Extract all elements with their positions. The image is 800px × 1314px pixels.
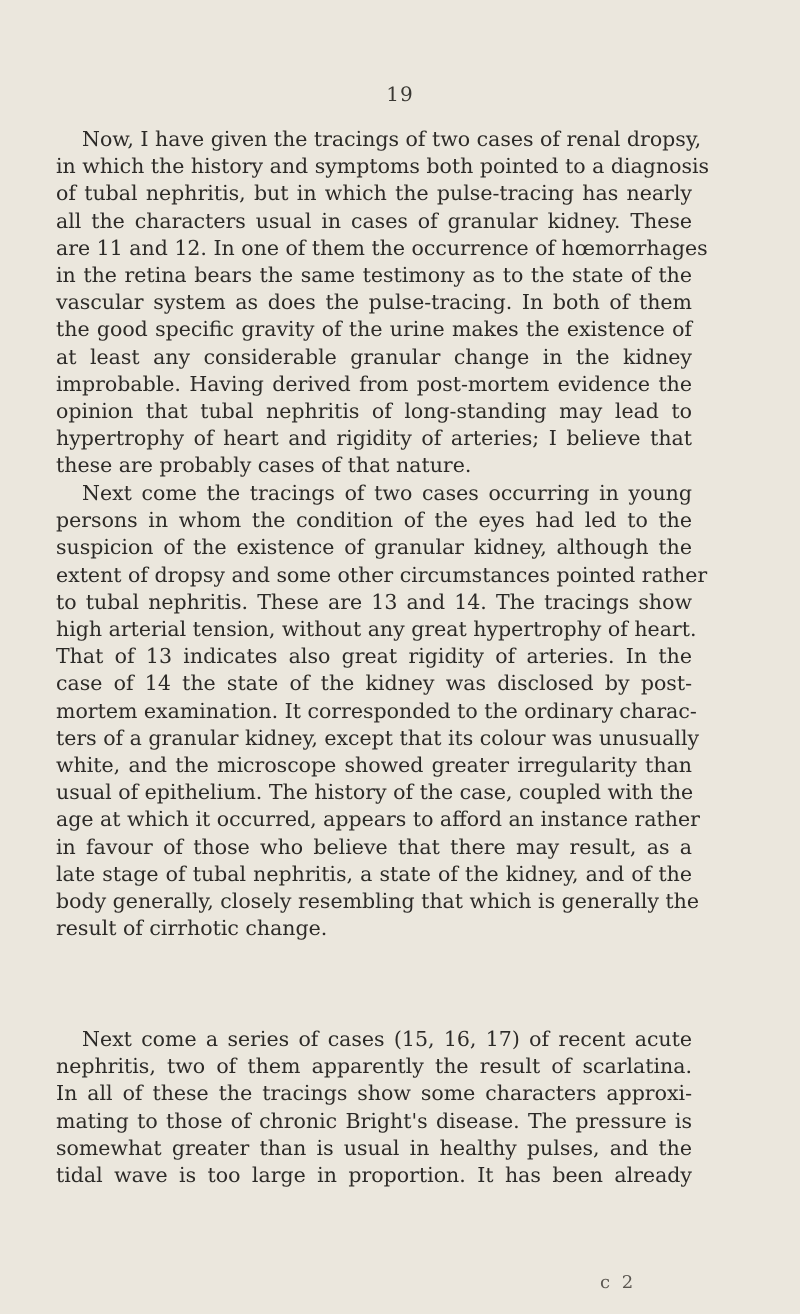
text-line: suspicion of the existence of granular kidney, although the [56,535,692,560]
text-line: are 11 and 12. In one of them the occurrence of hœmorrhages [56,235,708,260]
text-line: high arterial tension, without any great hypertrophy of heart. [56,617,697,642]
text-line: to tubal nephritis. These are 13 and 14. The tracings show [56,589,692,614]
text-line: That of 13 indicates also great rigidity of arteries. In the [56,644,692,669]
paragraph-2 [56,480,708,942]
text-line: of tubal nephritis, but in which the pulse-tracing has nearly [56,181,692,206]
text-line: Now, I have given the tracings of two cases of renal dropsy, [82,127,702,151]
text-line: result of cirrhotic change. [56,916,328,941]
text-line: In all of these the tracings show some characters approxi- [56,1081,692,1106]
text-line: somewhat greater than is usual in healthy pulses, and the [56,1135,692,1160]
text-line: vascular system as does the pulse-tracing. In both of them [56,290,692,315]
text-line: opinion that tubal nephritis of long-standing may lead to [56,399,692,424]
paragraph-3 [56,1026,692,1189]
text-line: white, and the microscope showed greater irregularity than [56,753,692,778]
text-line: age at which it occurred, appears to afford an instance rather [56,807,700,832]
text-line: mortem examination. It corresponded to the ordinary charac- [56,698,697,723]
text-line: improbable. Having derived from post-mortem evidence the [56,371,692,396]
text-line: mating to those of chronic Bright's disease. The pressure is [56,1108,692,1133]
text-line: at least any considerable granular change in the kidney [56,344,692,369]
text-line: persons in whom the condition of the eyes had led to the [56,508,692,533]
text-line: nephritis, two of them apparently the result of scarlatina. [56,1054,692,1079]
text-line: hypertrophy of heart and rigidity of arteries; I believe that [56,426,692,451]
signature-mark: c 2 [600,1272,637,1293]
text-line: in favour of those who believe that there may result, as a [56,834,692,859]
text-line: Next come the tracings of two cases occurring in young [82,481,692,505]
text-line: ters of a granular kidney, except that its colour was unusually [56,725,700,750]
text-line: extent of dropsy and some other circumstances pointed rather [56,562,708,587]
text-line: all the characters usual in cases of granular kidney. These [56,208,692,233]
text-line: in the retina bears the same testimony as to the state of the [56,263,692,288]
page-number: 19 [386,82,414,106]
text-line: Next come a series of cases (15, 16, 17) of recent acute [82,1027,692,1051]
text-line: these are probably cases of that nature. [56,453,472,478]
text-line: the good specific gravity of the urine makes the existence of [56,317,692,342]
text-line: tidal wave is too large in proportion. It has been already [56,1163,692,1188]
text-line: usual of epithelium. The history of the case, coupled with the [56,780,694,805]
text-line: case of 14 the state of the kidney was disclosed by post- [56,671,692,696]
text-line: body generally, closely resembling that which is generally the [56,889,699,914]
text-line: in which the history and symptoms both pointed to a diagnosis [56,154,710,179]
text-line: late stage of tubal nephritis, a state of the kidney, and of the [56,861,692,886]
paragraph-1 [56,126,710,480]
